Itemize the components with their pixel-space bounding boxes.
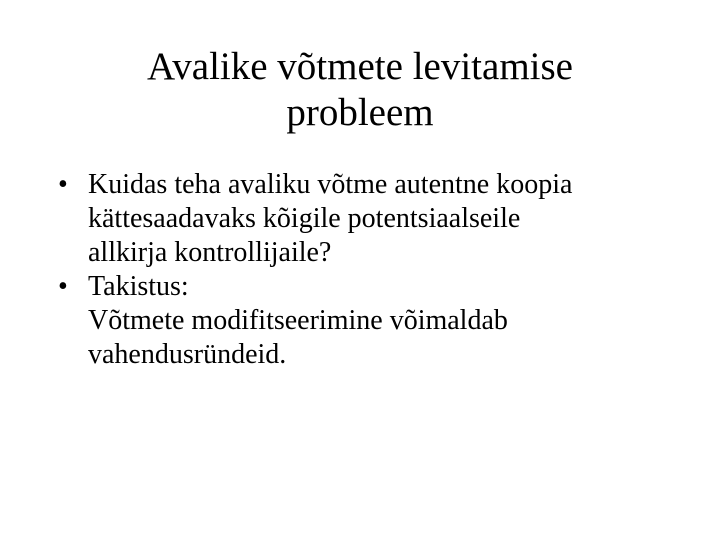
bullet-item-obstacle: [58, 270, 698, 304]
slide-title-line-1: Avalike võtmete levitamise: [147, 45, 573, 88]
bullet-list: [58, 168, 698, 372]
bullet-icon: •: [58, 271, 68, 302]
slide-title-line-2: probleem: [286, 91, 434, 134]
bullet-icon: •: [58, 169, 68, 200]
bullet-line: Kuidas teha avaliku võtme autentne koopia: [88, 169, 573, 200]
bullet-line: kättesaadavaks kõigile potentsiaalseile: [88, 203, 521, 234]
bullet-text: [88, 270, 698, 304]
bullet-line: allkirja kontrollijaile?: [88, 237, 332, 268]
continuation-line: vahendusründeid.: [88, 339, 287, 370]
bullet-continuation: [58, 304, 698, 372]
bullet-text: [88, 168, 698, 270]
slide-title: [90, 44, 630, 136]
bullet-item-question: [58, 168, 698, 270]
bullet-line: Takistus:: [88, 271, 189, 302]
continuation-line: Võtmete modifitseerimine võimaldab: [88, 305, 508, 336]
